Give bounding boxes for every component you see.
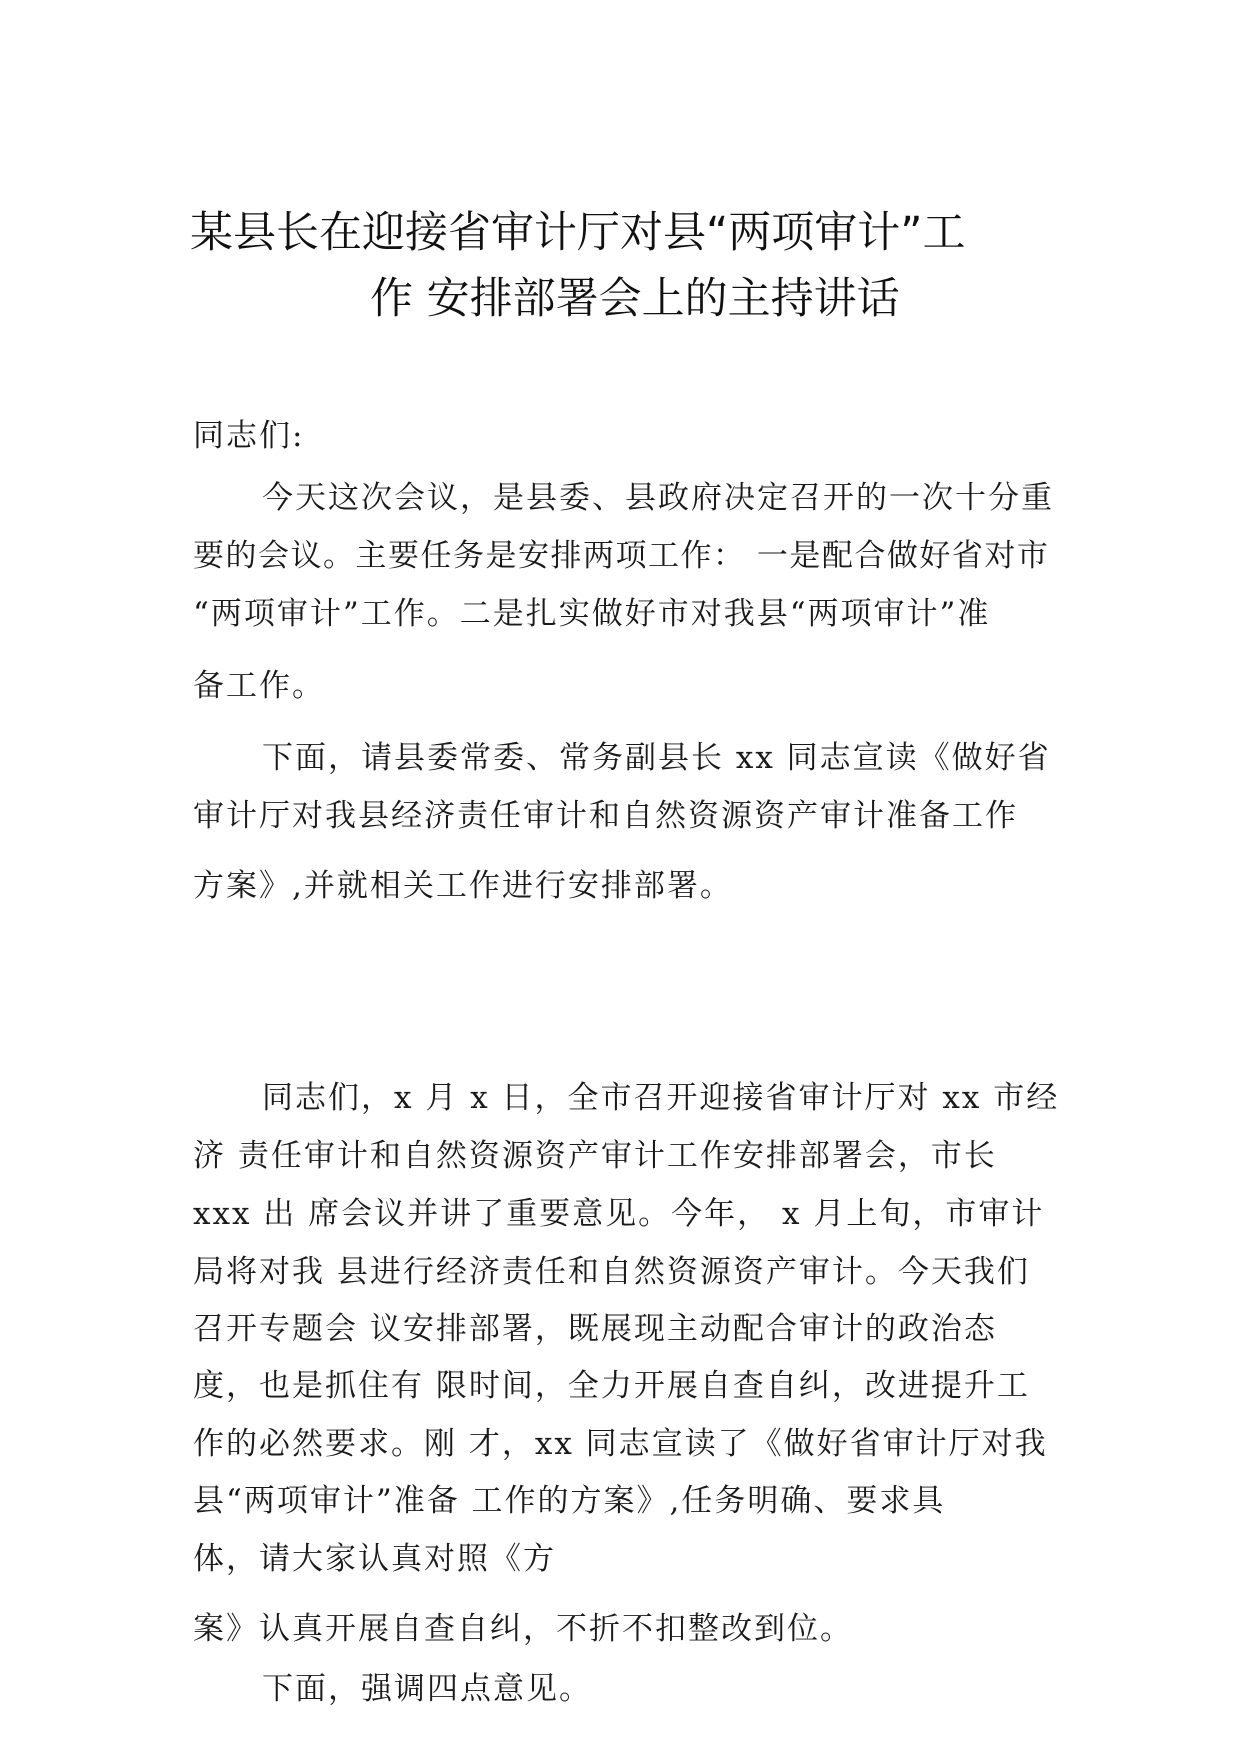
p1-line-3: “两项审计”工作。二是扎实做好市对我县“两项审计”准 bbox=[193, 596, 991, 632]
p3-line-3: xxx 出 席会议并讲了重要意见。今年， x 月上旬，市审计 bbox=[193, 1196, 1045, 1232]
p1-line-4: 备工作。 bbox=[193, 668, 325, 704]
p2-line-1: 下面，请县委常委、常务副县长 xx 同志宣读《做好省 bbox=[262, 740, 1051, 776]
p1-line-1: 今天这次会议，是县委、县政府决定召开的一次十分重 bbox=[262, 480, 1054, 516]
p2-line-2: 审计厅对我县经济责任审计和自然资源资产审计准备工作 bbox=[193, 798, 1018, 834]
p3-line-5: 召开专题会 议安排部署，既展现主动配合审计的政治态 bbox=[193, 1311, 997, 1347]
p1-line-2: 要的会议。主要任务是安排两项工作： 一是配合做好省对市 bbox=[193, 538, 1050, 574]
p4-line-1: 下面，强调四点意见。 bbox=[262, 1671, 592, 1707]
p3-line-9: 体，请大家认真对照《方 bbox=[193, 1541, 556, 1577]
p3-line-2: 济 责任审计和自然资源资产审计工作安排部署会，市长 bbox=[193, 1138, 997, 1174]
p3-line-6: 度，也是抓住有 限时间，全力开展自查自纠，改进提升工 bbox=[193, 1368, 1030, 1404]
p3-line-4: 局将对我 县进行经济责任和自然资源资产审计。今天我们 bbox=[193, 1254, 1030, 1290]
title-line-1: 某县长在迎接省审计厅对县“两项审计”工 bbox=[190, 208, 966, 258]
p3-line-10: 案》认真开展自查自纠，不折不扣整改到位。 bbox=[193, 1611, 853, 1647]
p3-line-7: 作的必然要求。刚 才，xx 同志宣读了《做好省审计厅对我 bbox=[193, 1426, 1048, 1462]
greeting: 同志们: bbox=[193, 418, 305, 454]
title-line-2: 作 安排部署会上的主持讲话 bbox=[370, 274, 900, 324]
p3-line-8: 县“两项审计”准备 工作的方案》,任务明确、要求具 bbox=[193, 1483, 946, 1519]
p3-line-1: 同志们，x 月 x 日，全市召开迎接省审计厅对 xx 市经 bbox=[262, 1080, 1060, 1116]
p2-line-3: 方案》,并就相关工作进行安排部署。 bbox=[193, 868, 733, 904]
document-title bbox=[190, 200, 1050, 332]
